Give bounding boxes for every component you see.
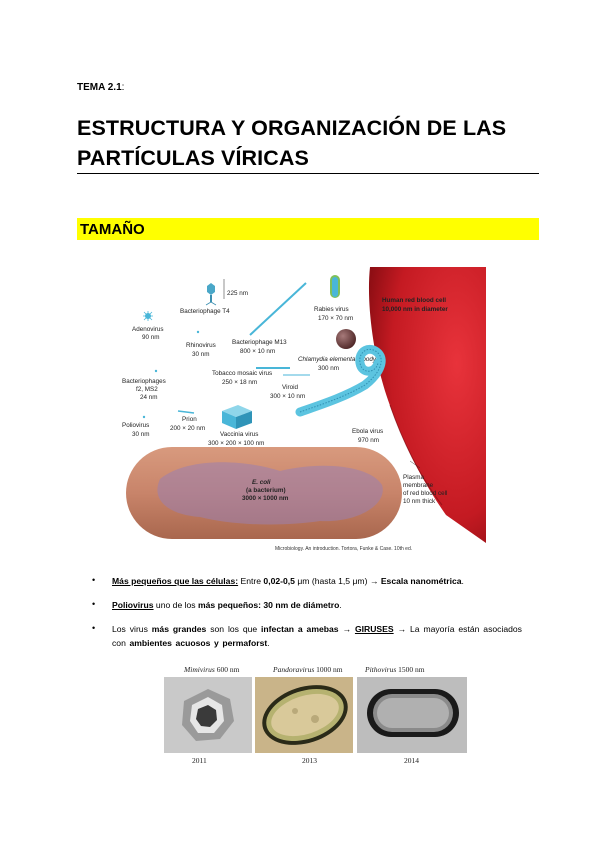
ecoli-label: E. coli: [252, 479, 271, 486]
rhinovirus-label: Rhinovirus: [186, 342, 216, 349]
pithovirus-year: 2014: [404, 756, 419, 765]
rabies-virus-icon: [330, 275, 340, 298]
section-heading: TAMAÑO: [80, 221, 145, 238]
bullet-1: Más pequeños que las células: Entre 0,02-0,5 μm (hasta 1,5 μm) → Escala nanométrica.: [112, 576, 464, 586]
adenovirus-icon: [143, 311, 153, 321]
vaccinia-size: 300 × 200 × 100 nm: [208, 440, 265, 447]
figure-caption: Microbiology. An introduction. Tortora, Funke & Case. 10th ed.: [275, 546, 413, 552]
tmv-label: Tobacco mosaic virus: [212, 370, 273, 377]
chlamydia-icon: [336, 329, 356, 349]
page-title: [77, 113, 547, 173]
title-divider: [77, 173, 539, 174]
m13-icon: [250, 283, 306, 335]
mimivirus-label: Mimivirus 600 nm: [184, 665, 240, 674]
ebola-size: 970 nm: [358, 437, 380, 444]
prion-size: 200 × 20 nm: [170, 425, 206, 432]
poliovirus-icon: [143, 416, 145, 418]
rabies-size: 170 × 70 nm: [318, 315, 354, 322]
t4-size: 225 nm: [227, 290, 249, 297]
polio-label: Poliovirus: [122, 422, 150, 429]
bullet-icon: •: [92, 623, 96, 633]
topic-number: TEMA 2.1:: [77, 82, 125, 93]
rbc-label: Human red blood cell: [382, 297, 447, 304]
pandoravirus-micrograph: [255, 677, 353, 753]
mimivirus-micrograph: [164, 677, 252, 753]
rabies-label: Rabies virus: [314, 306, 349, 313]
f2-size: 24 nm: [140, 394, 158, 401]
rhinovirus-icon: [197, 331, 199, 333]
chlamydia-label: Chlamydia elementary body: [298, 356, 377, 363]
ecoli-size: 3000 × 1000 nm: [242, 495, 289, 502]
polio-size: 30 nm: [132, 431, 150, 438]
bacteriophage-t4-icon: [206, 283, 216, 305]
bullet-3: Los virus más grandes son los que infectan a amebas → GIRUSES → La mayoría están asociados con ambientes acuosos y permaforst.: [112, 624, 522, 648]
plasma-line-4: 10 nm thick: [403, 498, 436, 505]
viroid-size: 300 × 10 nm: [270, 393, 306, 400]
size-comparison-figure: [120, 265, 486, 545]
pithovirus-label: Pithovirus 1500 nm: [365, 665, 425, 674]
prion-icon: [178, 411, 194, 413]
f2-icon: [155, 370, 157, 372]
chlamydia-size: 300 nm: [318, 365, 340, 372]
f2-label: Bacteriophages: [122, 378, 166, 385]
pandoravirus-label: Pandoravirus 1000 nm: [273, 665, 343, 674]
rhinovirus-size: 30 nm: [192, 351, 210, 358]
ebola-label: Ebola virus: [352, 428, 384, 435]
section-highlight: [77, 218, 539, 240]
bullet-icon: •: [92, 575, 96, 585]
prion-label: Prion: [182, 416, 197, 423]
ecoli-sub: (a bacterium): [246, 487, 286, 494]
title-line-2: PARTÍCULAS VÍRICAS: [77, 146, 309, 170]
tmv-size: 250 × 18 nm: [222, 379, 258, 386]
title-line-1: ESTRUCTURA Y ORGANIZACIÓN DE LAS: [77, 116, 507, 140]
plasma-line-1: Plasma: [403, 474, 424, 481]
m13-size: 800 × 10 nm: [240, 348, 276, 355]
rbc-size: 10,000 nm in diameter: [382, 306, 448, 313]
vaccinia-virus-icon: [222, 405, 252, 429]
pithovirus-micrograph: [357, 677, 467, 753]
vaccinia-label: Vaccinia virus: [220, 431, 259, 438]
viroid-label: Viroid: [282, 384, 298, 391]
m13-label: Bacteriophage M13: [232, 339, 287, 346]
pandoravirus-year: 2013: [302, 756, 317, 765]
bullet-icon: •: [92, 599, 96, 609]
t4-label: Bacteriophage T4: [180, 308, 230, 315]
adenovirus-label: Adenovirus: [132, 326, 164, 333]
adenovirus-size: 90 nm: [142, 334, 160, 341]
bullet-2: Poliovirus uno de los más pequeños: 30 nm de diámetro.: [112, 600, 342, 610]
mimivirus-year: 2011: [192, 756, 207, 765]
f2-label-b: f2, MS2: [136, 386, 158, 393]
plasma-line-2: membrane: [403, 482, 434, 489]
plasma-line-3: of red blood cell: [403, 490, 448, 497]
